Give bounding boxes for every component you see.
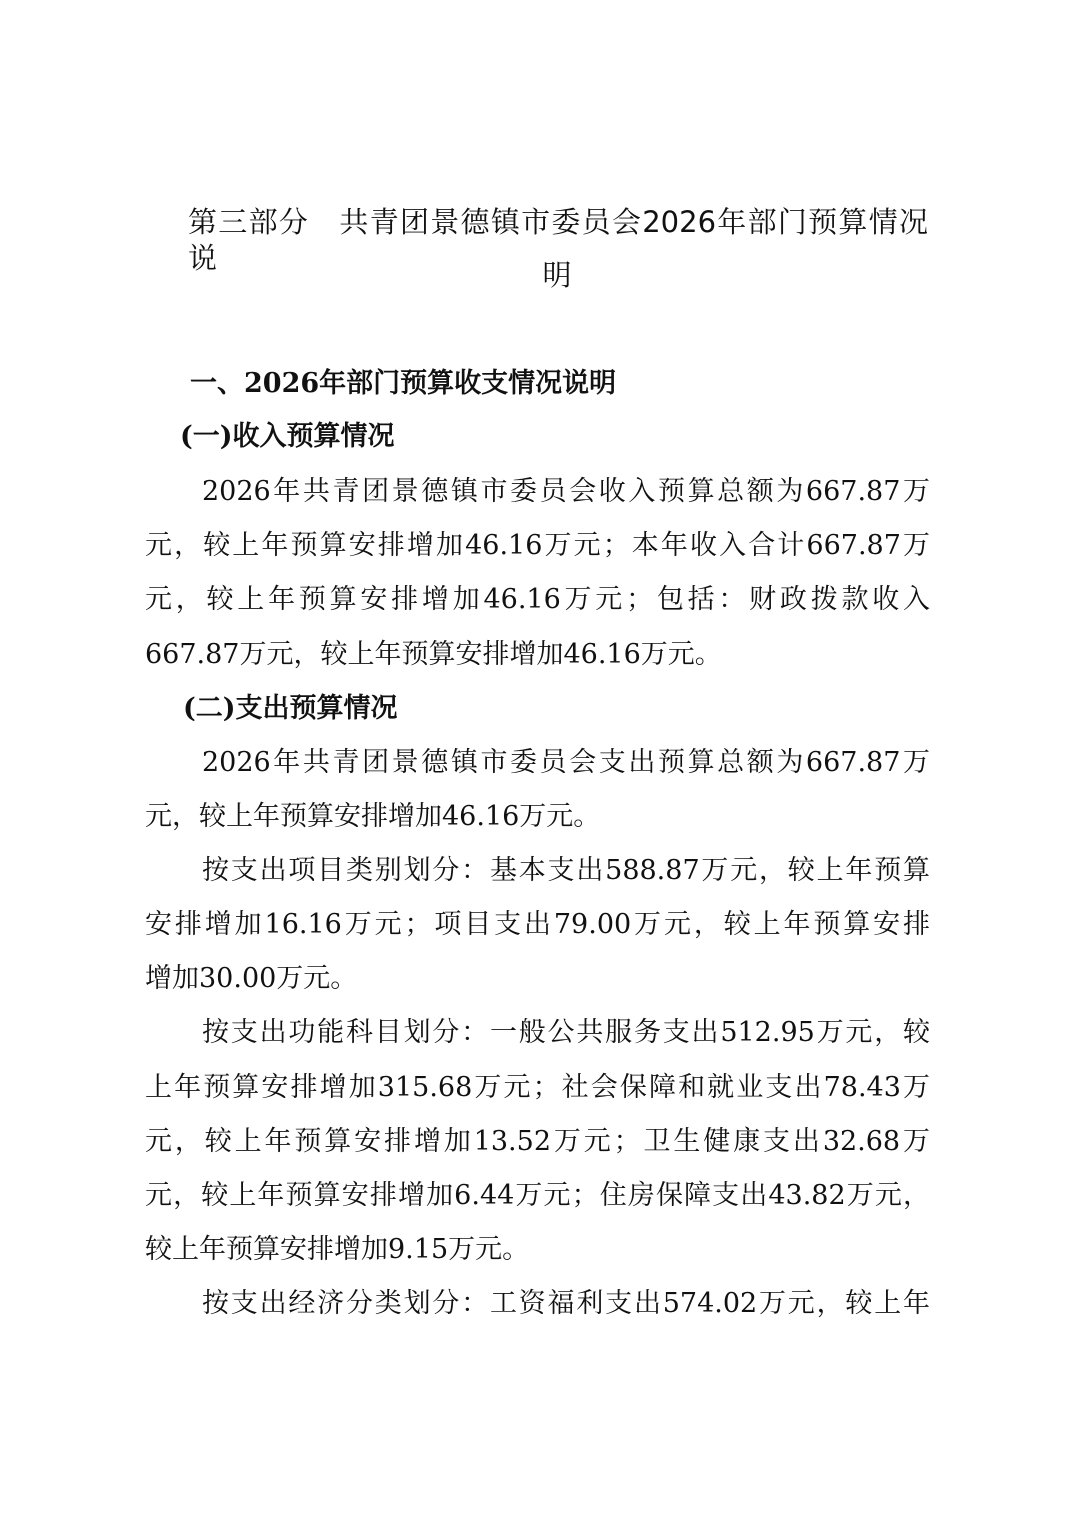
paragraph-line: 增加30.00万元。 (145, 963, 358, 994)
paragraph-line: 元，较上年预算安排增加6.44万元；住房保障支出43.82万元， (145, 1180, 930, 1211)
paragraph-line: 元，较上年预算安排增加46.16万元。 (145, 801, 601, 832)
paragraph-line: 2026年共青团景德镇市委员会支出预算总额为667.87万 (202, 747, 930, 778)
paragraph-line: 按支出经济分类划分：工资福利支出574.02万元，较上年 (202, 1288, 930, 1319)
paragraph-line: 按支出项目类别划分：基本支出588.87万元，较上年预算 (202, 855, 930, 886)
section-heading: 一、2026年部门预算收支情况说明 (190, 368, 617, 399)
paragraph-line: 较上年预算安排增加9.15万元。 (145, 1234, 530, 1265)
paragraph-line: 上年预算安排增加315.68万元；社会保障和就业支出78.43万 (145, 1072, 930, 1103)
subsection-heading-expense: (二)支出预算情况 (183, 693, 398, 724)
paragraph-line: 2026年共青团景德镇市委员会收入预算总额为667.87万 (202, 476, 930, 507)
paragraph-line: 元，较上年预算安排增加13.52万元；卫生健康支出32.68万 (145, 1126, 930, 1157)
paragraph-line: 按支出功能科目划分：一般公共服务支出512.95万元，较 (202, 1017, 930, 1048)
paragraph-line: 667.87万元，较上年预算安排增加46.16万元。 (145, 639, 722, 670)
page-title-line1: 第三部分 共青团景德镇市委员会2026年部门预算情况说 (188, 205, 928, 275)
paragraph-line: 安排增加16.16万元；项目支出79.00万元，较上年预算安排 (145, 909, 930, 940)
page-title-line2: 明 (542, 258, 572, 292)
subsection-heading-income: (一)收入预算情况 (180, 421, 395, 452)
paragraph-line: 元，较上年预算安排增加46.16万元；包括：财政拨款收入 (145, 584, 930, 615)
paragraph-line: 元，较上年预算安排增加46.16万元；本年收入合计667.87万 (145, 530, 930, 561)
